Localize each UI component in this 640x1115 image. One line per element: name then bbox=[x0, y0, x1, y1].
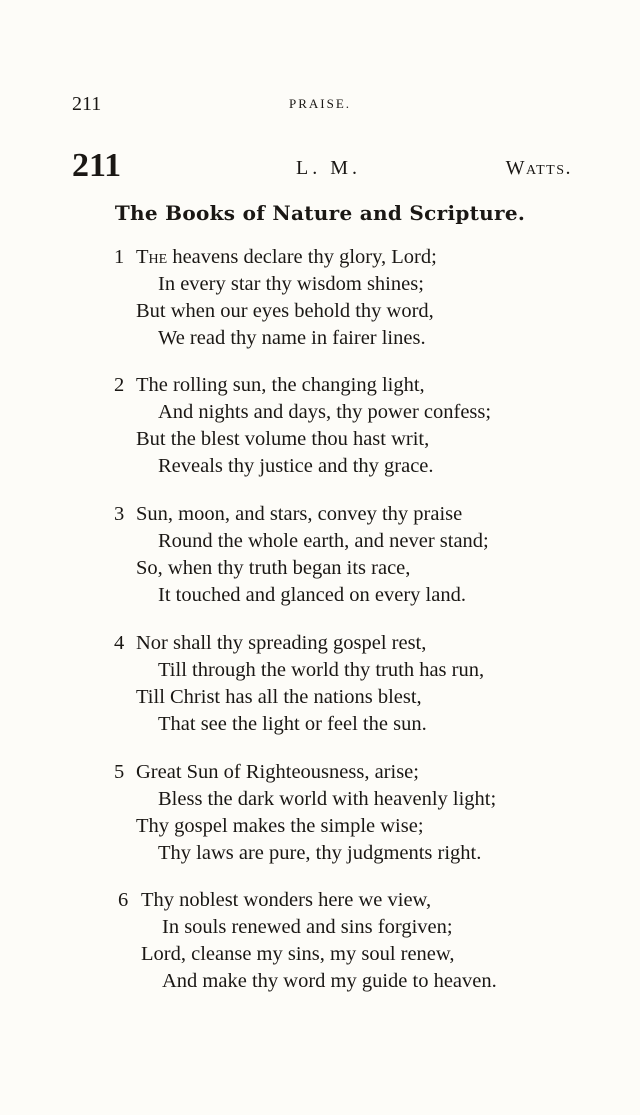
stanza-line: And nights and days, thy power confess; bbox=[158, 401, 492, 423]
hymn-meter: L. M. bbox=[296, 157, 361, 179]
stanza-number: 2 bbox=[114, 374, 125, 396]
stanza-line: But the blest volume thou hast writ, bbox=[136, 428, 430, 450]
stanza-line: Till through the world thy truth has run, bbox=[158, 659, 485, 681]
stanza-number: 4 bbox=[114, 632, 125, 654]
stanza-first-word: The bbox=[136, 246, 168, 268]
stanza-line: In every star thy wisdom shines; bbox=[158, 273, 424, 295]
stanza-line: Round the whole earth, and never stand; bbox=[158, 530, 489, 552]
stanza-line: The rolling sun, the changing light, bbox=[136, 374, 425, 396]
stanza-line: And make thy word my guide to heaven. bbox=[162, 970, 497, 992]
stanza-line: Great Sun of Righteousness, arise; bbox=[136, 761, 419, 783]
hymn-author: Watts. bbox=[505, 157, 572, 179]
stanza-line: But when our eyes behold thy word, bbox=[136, 300, 434, 322]
hymn-header bbox=[0, 146, 640, 190]
stanza-line: We read thy name in fairer lines. bbox=[158, 327, 426, 349]
stanza-line: Lord, cleanse my sins, my soul renew, bbox=[141, 943, 455, 965]
stanza-line: That see the light or feel the sun. bbox=[158, 713, 427, 735]
stanza-number: 6 bbox=[118, 889, 129, 911]
stanza-line: It touched and glanced on every land. bbox=[158, 584, 466, 606]
stanza-line: Nor shall thy spreading gospel rest, bbox=[136, 632, 427, 654]
hymn-title: The Books of Nature and Scripture. bbox=[114, 201, 526, 225]
stanza-line: Sun, moon, and stars, convey thy praise bbox=[136, 503, 463, 525]
stanza-line: Thy noblest wonders here we view, bbox=[141, 889, 432, 911]
hymn-number: 211 bbox=[72, 147, 122, 184]
stanza-line: Thy laws are pure, thy judgments right. bbox=[158, 842, 482, 864]
stanza-line: Till Christ has all the nations blest, bbox=[136, 686, 422, 708]
stanza-line: Bless the dark world with heavenly light; bbox=[158, 788, 497, 810]
stanza-line bbox=[136, 244, 437, 270]
stanza-line: Reveals thy justice and thy grace. bbox=[158, 455, 434, 477]
stanza-line: In souls renewed and sins forgiven; bbox=[162, 916, 453, 938]
stanza-line-rest: heavens declare thy glory, Lord; bbox=[167, 246, 437, 268]
stanza-line: So, when thy truth began its race, bbox=[136, 557, 411, 579]
stanza-number: 3 bbox=[114, 503, 125, 525]
stanza-number: 5 bbox=[114, 761, 125, 783]
running-page-number: 211 bbox=[72, 93, 102, 115]
running-section-title: PRAISE. bbox=[288, 96, 352, 111]
stanza-line: Thy gospel makes the simple wise; bbox=[136, 815, 424, 837]
stanza-number: 1 bbox=[114, 246, 125, 268]
